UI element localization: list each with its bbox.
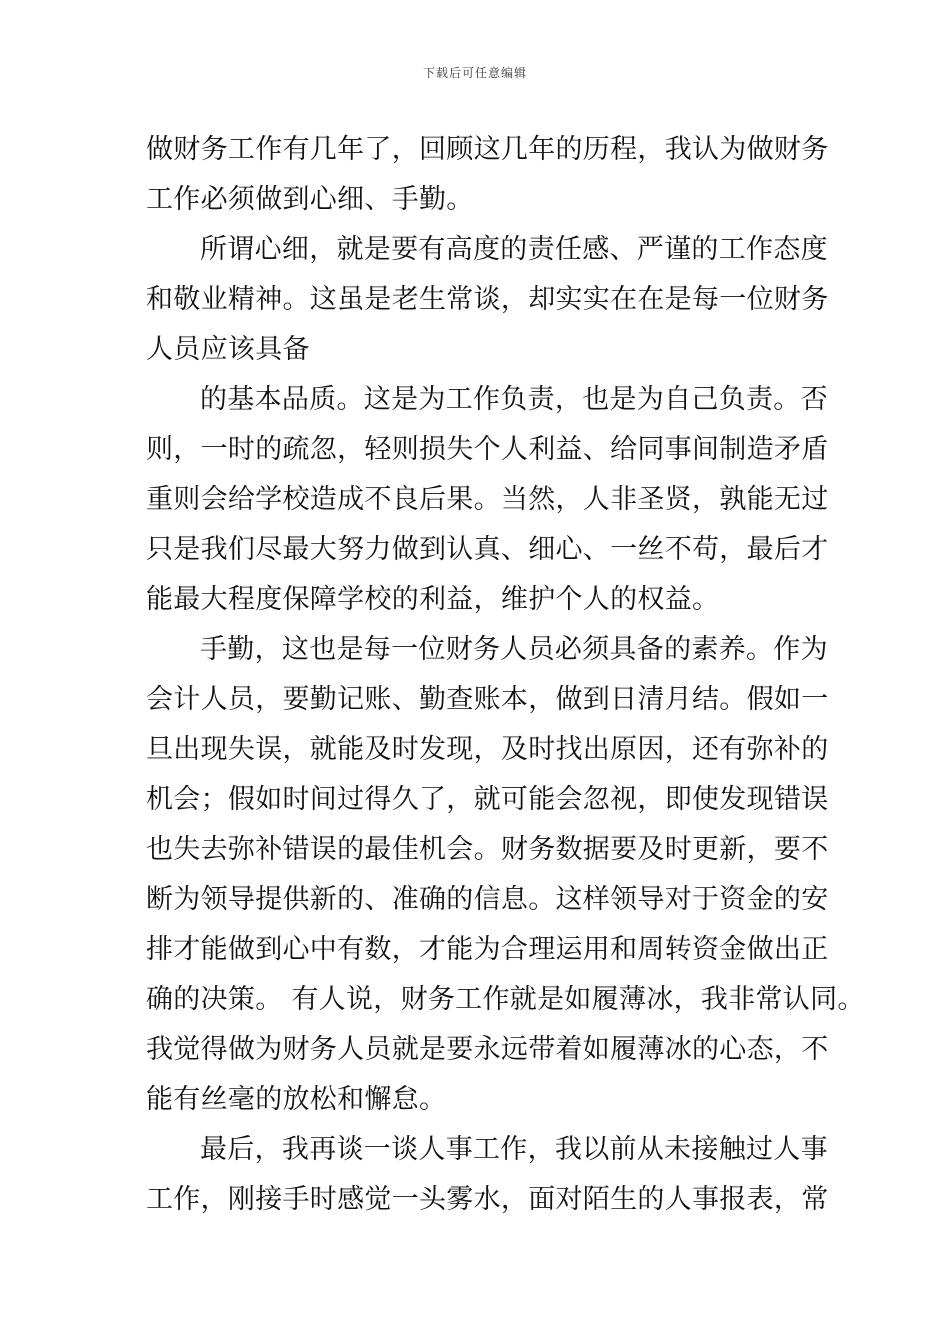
body-line: 的基本品质。这是为工作负责，也是为自己负责。否 [200,384,828,415]
body-line: 和敬业精神。这虽是老生常谈，却实实在在是每一位财务 [146,284,829,315]
body-line: 则，一时的疏忽，轻则损失个人利益、给同事间制造矛盾 [146,434,829,465]
body-line: 确的决策。 有人说，财务工作就是如履薄冰，我非常认同。 [146,984,865,1015]
body-line: 做财务工作有几年了，回顾这几年的历程，我认为做财务 [146,134,829,165]
body-line: 断为领导提供新的、准确的信息。这样领导对于资金的安 [146,884,829,915]
body-line: 重则会给学校造成不良后果。当然，人非圣贤，孰能无过 [146,484,829,515]
body-line: 能有丝毫的放松和懈怠。 [146,1084,447,1115]
body-line: 工作，刚接手时感觉一头雾水，面对陌生的人事报表，常 [146,1184,829,1215]
body-line: 人员应该具备 [146,334,310,365]
body-line: 我觉得做为财务人员就是要永远带着如履薄冰的心态，不 [146,1034,829,1065]
page-header: 下载后可任意编辑 [422,66,527,80]
body-line: 所谓心细，就是要有高度的责任感、严谨的工作态度 [200,234,828,265]
body-line: 机会；假如时间过得久了，就可能会忽视，即使发现错误 [146,784,829,815]
body-line: 会计人员，要勤记账、勤查账本，做到日清月结。假如一 [146,684,829,715]
body-line: 能最大程度保障学校的利益，维护个人的权益。 [146,584,720,615]
body-line: 只是我们尽最大努力做到认真、细心、一丝不苟，最后才 [146,534,829,565]
body-line: 最后，我再谈一谈人事工作，我以前从未接触过人事 [200,1134,828,1165]
body-line: 排才能做到心中有数，才能为合理运用和周转资金做出正 [146,934,829,965]
body-line: 也失去弥补错误的最佳机会。财务数据要及时更新，要不 [146,834,829,865]
body-line: 手勤，这也是每一位财务人员必须具备的素养。作为 [200,634,828,665]
body-line: 旦出现失误，就能及时发现，及时找出原因，还有弥补的 [146,734,829,765]
body-line: 工作必须做到心细、手勤。 [146,184,474,215]
